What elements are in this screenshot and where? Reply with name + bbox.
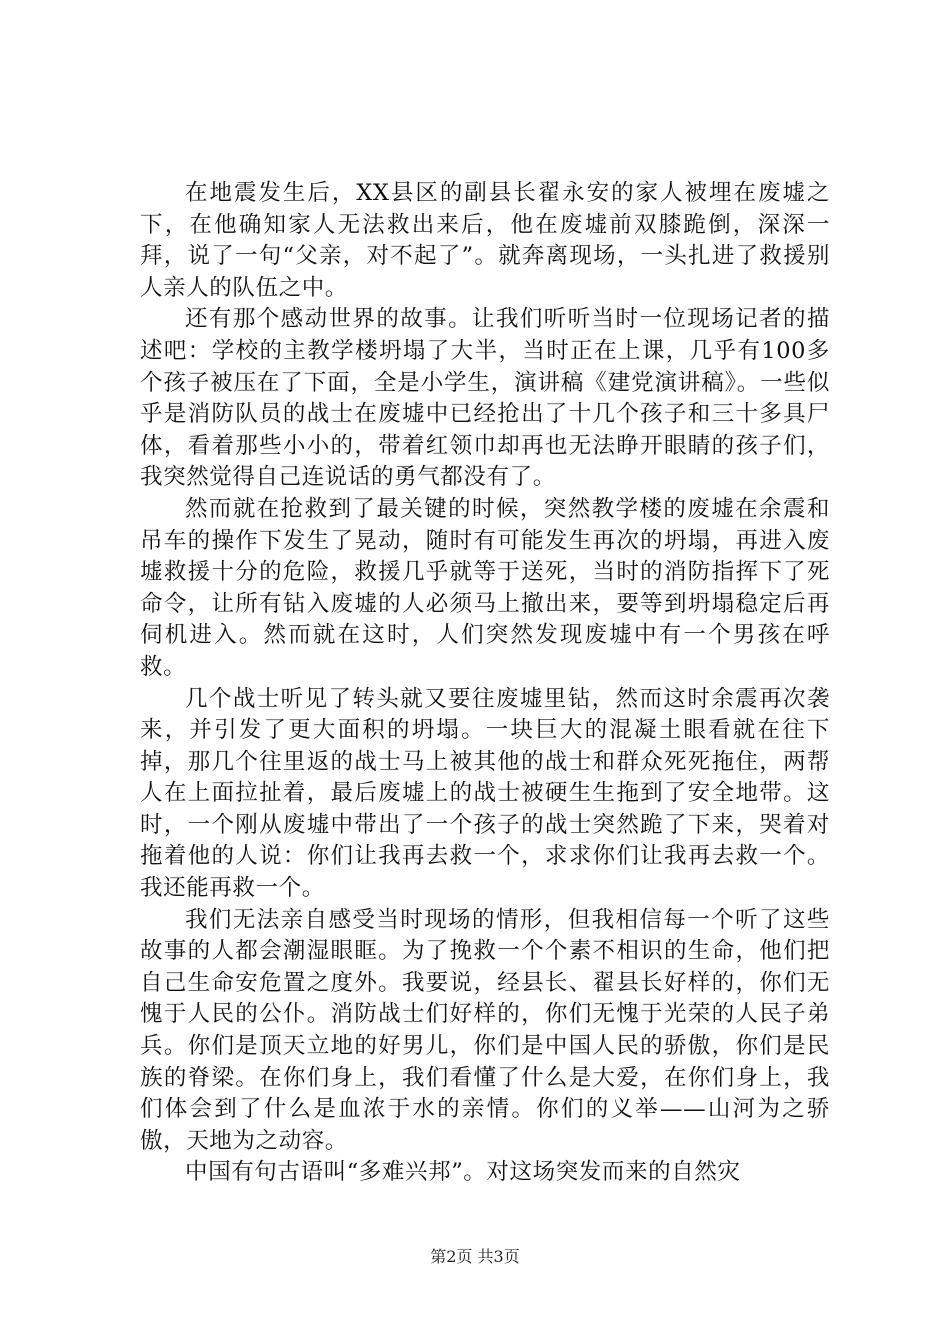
paragraph-1: 在地震发生后，XX县区的副县长翟永安的家人被埋在废墟之下，在他确知家人无法救出来后，他在废墟前双膝跪倒，深深一拜，说了一句“父亲，对不起了”。就奔离现场，一头扎进了救援别人亲人的队伍之中。 xyxy=(140,180,830,301)
paragraph-3: 然而就在抢救到了最关键的时候，突然教学楼的废墟在余震和吊车的操作下发生了晃动，随时有可能发生再次的坍塌，再进入废墟救援十分的危险，救援几乎就等于送死，当时的消防指挥下了死命令，让所有钻入废墟的人必须马上撤出来，要等到坍塌稳定后再伺机进入。然而就在这时，人们突然发现废墟中有一个男孩在呼救。 xyxy=(140,495,830,680)
paragraph-4: 几个战士听见了转头就又要往废墟里钻，然而这时余震再次袭来，并引发了更大面积的坍塌。一块巨大的混凝土眼看就在往下掉，那几个往里返的战士马上被其他的战士和群众死死拖住，两帮人在上面拉扯着，最后废墟上的战士被硬生生拖到了安全地带。这时，一个刚从废墟中带出了一个孩子的战士突然跪了下来，哭着对拖着他的人说：你们让我再去救一个，求求你们让我再去救一个。我还能再救一个。 xyxy=(140,685,830,902)
paragraph-5: 我们无法亲自感受当时现场的情形，但我相信每一个听了这些故事的人都会潮湿眼眶。为了挽救一个个素不相识的生命，他们把自己生命安危置之度外。我要说，经县长、翟县长好样的，你们无愧于人民的公仆。消防战士们好样的，你们无愧于光荣的人民子弟兵。你们是顶天立地的好男儿，你们是中国人民的骄傲，你们是民族的脊梁。在你们身上，我们看懂了什么是大爱，在你们身上，我们体会到了什么是血浓于水的亲情。你们的义举——山河为之骄傲，天地为之动容。 xyxy=(140,906,830,1154)
page-footer: 第2页 共3页 xyxy=(430,1247,520,1266)
paragraph-6: 中国有句古语叫“多难兴邦”。对这场突发而来的自然灾 xyxy=(185,1159,741,1186)
paragraph-2: 还有那个感动世界的故事。让我们听听当时一位现场记者的描述吧：学校的主教学楼坍塌了大半，当时正在上课，几乎有100多个孩子被压在了下面，全是小学生，演讲稿《建党演讲稿》。一些似乎是消防队员的战士在废墟中已经抢出了十几个孩子和三十多具尸体，看着那些小小的，带着红领巾却再也无法睁开眼睛的孩子们，我突然觉得自己连说话的勇气都没有了。 xyxy=(140,306,830,491)
document-body xyxy=(140,178,830,1189)
